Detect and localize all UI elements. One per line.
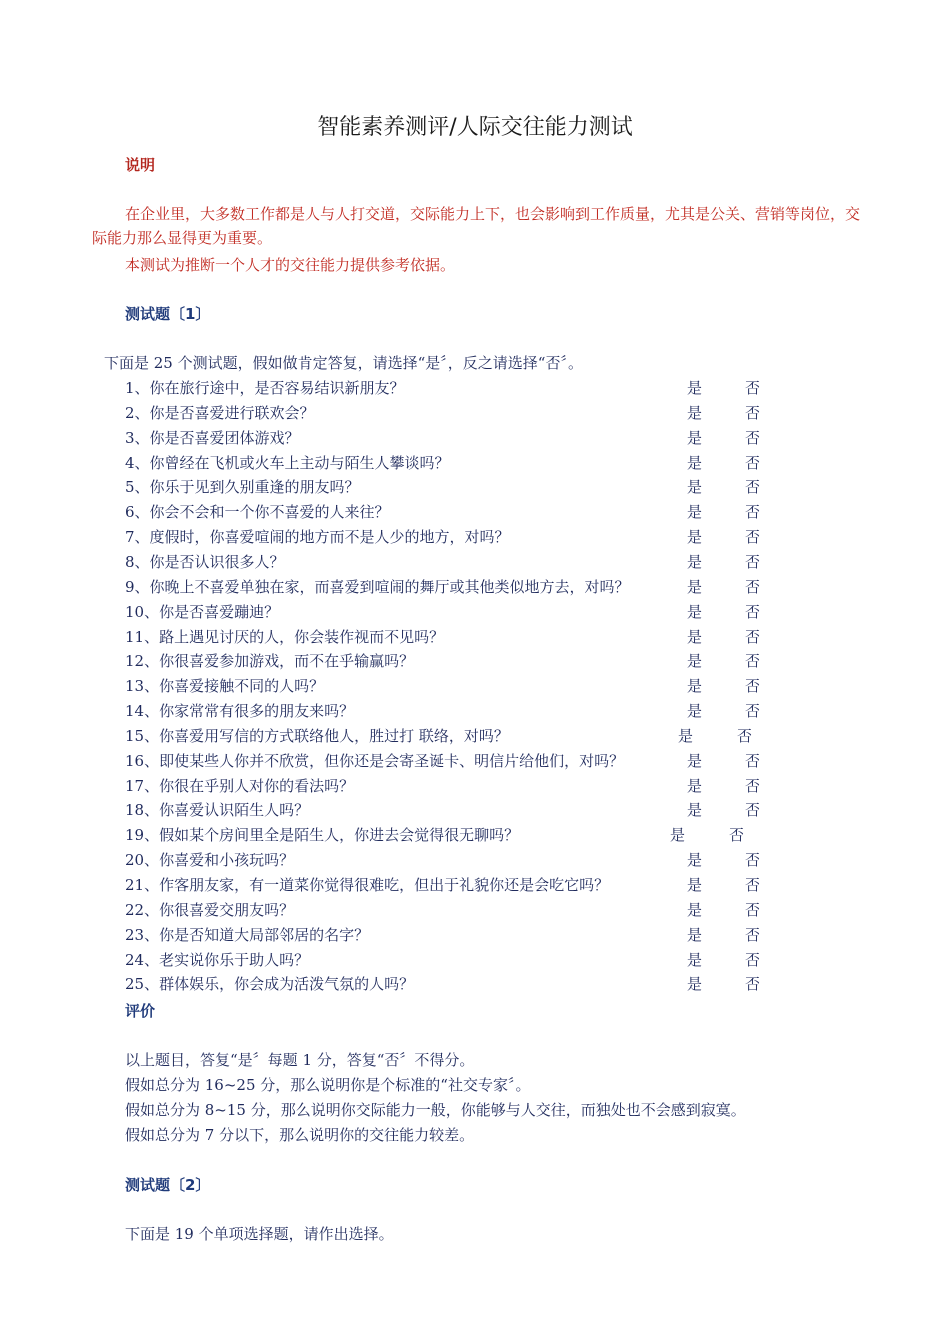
- question-text: 4、你曾经在飞机或火车上主动与陌生人攀谈吗？: [125, 454, 450, 472]
- evaluation-line: 假如总分为 8~15 分，那么说明你交际能力一般，你能够与人交往，而独处也不会感到寂寞。: [125, 1101, 746, 1119]
- test2-instruction: 下面是 19 个单项选择题，请作出选择。: [125, 1225, 394, 1243]
- answer-no-option[interactable]: 否: [745, 851, 761, 869]
- answer-no-option[interactable]: 否: [745, 677, 761, 695]
- question-text: 10、你是否喜爱蹦迪？: [125, 603, 280, 621]
- answer-yes-option[interactable]: 是: [687, 876, 703, 894]
- answer-no-option[interactable]: 否: [745, 752, 761, 770]
- question-text: 9、你晚上不喜爱单独在家，而喜爱到喧闹的舞厅或其他类似地方去，对吗？: [125, 578, 630, 596]
- answer-yes-option[interactable]: 是: [687, 801, 703, 819]
- answer-no-option[interactable]: 否: [745, 454, 761, 472]
- test1-instruction: 下面是 25 个测试题，假如做肯定答复，请选择“是〞，反之请选择“否〞。: [104, 354, 583, 372]
- answer-no-option[interactable]: 否: [745, 603, 761, 621]
- answer-no-option[interactable]: 否: [745, 801, 761, 819]
- question-text: 8、你是否认识很多人？: [125, 553, 285, 571]
- question-text: 1、你在旅行途中，是否容易结识新朋友？: [125, 379, 405, 397]
- test1-heading: 测试题〔1〕: [125, 305, 211, 323]
- answer-no-option[interactable]: 否: [745, 503, 761, 521]
- answer-no-option[interactable]: 否: [729, 826, 745, 844]
- evaluation-heading: 评价: [125, 1002, 156, 1020]
- answer-yes-option[interactable]: 是: [687, 553, 703, 571]
- test2-heading: 测试题〔2〕: [125, 1176, 211, 1194]
- answer-yes-option[interactable]: 是: [687, 851, 703, 869]
- answer-yes-option[interactable]: 是: [687, 429, 703, 447]
- answer-no-option[interactable]: 否: [745, 975, 761, 993]
- question-text: 7、度假时，你喜爱喧闹的地方而不是人少的地方，对吗？: [125, 528, 510, 546]
- answer-yes-option[interactable]: 是: [687, 652, 703, 670]
- question-text: 25、群体娱乐，你会成为活泼气氛的人吗？: [125, 975, 415, 993]
- explain-paragraph-2: 本测试为推断一个人才的交往能力提供参考依据。: [125, 256, 456, 274]
- question-text: 11、路上遇见讨厌的人，你会装作视而不见吗？: [125, 628, 445, 646]
- explain-heading: 说明: [125, 156, 156, 174]
- question-text: 17、你很在乎别人对你的看法吗？: [125, 777, 355, 795]
- question-text: 12、你很喜爱参加游戏，而不在乎输赢吗？: [125, 652, 415, 670]
- question-text: 24、老实说你乐于助人吗？: [125, 951, 310, 969]
- answer-no-option[interactable]: 否: [737, 727, 753, 745]
- question-text: 16、即使某些人你并不欣赏，但你还是会寄圣诞卡、明信片给他们，对吗？: [125, 752, 625, 770]
- question-text: 19、假如某个房间里全是陌生人，你进去会觉得很无聊吗？: [125, 826, 520, 844]
- answer-yes-option[interactable]: 是: [687, 454, 703, 472]
- answer-no-option[interactable]: 否: [745, 379, 761, 397]
- answer-yes-option[interactable]: 是: [670, 826, 686, 844]
- question-text: 18、你喜爱认识陌生人吗？: [125, 801, 310, 819]
- question-text: 15、你喜爱用写信的方式联络他人，胜过打 联络，对吗？: [125, 727, 509, 745]
- answer-yes-option[interactable]: 是: [687, 379, 703, 397]
- question-text: 6、你会不会和一个你不喜爱的人来往？: [125, 503, 390, 521]
- answer-no-option[interactable]: 否: [745, 702, 761, 720]
- answer-yes-option[interactable]: 是: [687, 702, 703, 720]
- answer-yes-option[interactable]: 是: [687, 951, 703, 969]
- answer-yes-option[interactable]: 是: [678, 727, 694, 745]
- answer-no-option[interactable]: 否: [745, 926, 761, 944]
- question-text: 22、你很喜爱交朋友吗？: [125, 901, 295, 919]
- answer-yes-option[interactable]: 是: [687, 926, 703, 944]
- answer-no-option[interactable]: 否: [745, 429, 761, 447]
- answer-yes-option[interactable]: 是: [687, 777, 703, 795]
- answer-no-option[interactable]: 否: [745, 628, 761, 646]
- question-text: 23、你是否知道大局部邻居的名字？: [125, 926, 370, 944]
- answer-no-option[interactable]: 否: [745, 777, 761, 795]
- page-title: 智能素养测评/人际交往能力测试: [317, 115, 633, 140]
- answer-yes-option[interactable]: 是: [687, 503, 703, 521]
- question-text: 13、你喜爱接触不同的人吗？: [125, 677, 325, 695]
- answer-yes-option[interactable]: 是: [687, 628, 703, 646]
- answer-no-option[interactable]: 否: [745, 553, 761, 571]
- answer-no-option[interactable]: 否: [745, 901, 761, 919]
- answer-yes-option[interactable]: 是: [687, 752, 703, 770]
- answer-yes-option[interactable]: 是: [687, 975, 703, 993]
- explain-paragraph-1: 在企业里，大多数工作都是人与人打交道，交际能力上下，也会影响到工作质量，尤其是公关、营销等岗位，交际能力那么显得更为重要。: [92, 205, 861, 247]
- answer-yes-option[interactable]: 是: [687, 478, 703, 496]
- answer-yes-option[interactable]: 是: [687, 603, 703, 621]
- answer-no-option[interactable]: 否: [745, 404, 761, 422]
- question-text: 2、你是否喜爱进行联欢会？: [125, 404, 315, 422]
- answer-no-option[interactable]: 否: [745, 652, 761, 670]
- question-text: 21、作客朋友家，有一道菜你觉得很难吃，但出于礼貌你还是会吃它吗？: [125, 876, 610, 894]
- question-text: 14、你家常常有很多的朋友来吗？: [125, 702, 355, 720]
- answer-no-option[interactable]: 否: [745, 876, 761, 894]
- question-text: 20、你喜爱和小孩玩吗？: [125, 851, 295, 869]
- question-text: 3、你是否喜爱团体游戏？: [125, 429, 300, 447]
- answer-yes-option[interactable]: 是: [687, 404, 703, 422]
- evaluation-line: 假如总分为 7 分以下，那么说明你的交往能力较差。: [125, 1126, 475, 1144]
- answer-yes-option[interactable]: 是: [687, 578, 703, 596]
- evaluation-line: 以上题目，答复“是〞每题 1 分，答复“否〞不得分。: [125, 1051, 475, 1069]
- question-text: 5、你乐于见到久别重逢的朋友吗？: [125, 478, 360, 496]
- answer-no-option[interactable]: 否: [745, 478, 761, 496]
- answer-no-option[interactable]: 否: [745, 528, 761, 546]
- answer-yes-option[interactable]: 是: [687, 528, 703, 546]
- answer-no-option[interactable]: 否: [745, 578, 761, 596]
- answer-no-option[interactable]: 否: [745, 951, 761, 969]
- answer-yes-option[interactable]: 是: [687, 901, 703, 919]
- answer-yes-option[interactable]: 是: [687, 677, 703, 695]
- evaluation-line: 假如总分为 16~25 分，那么说明你是个标准的“社交专家〞。: [125, 1076, 531, 1094]
